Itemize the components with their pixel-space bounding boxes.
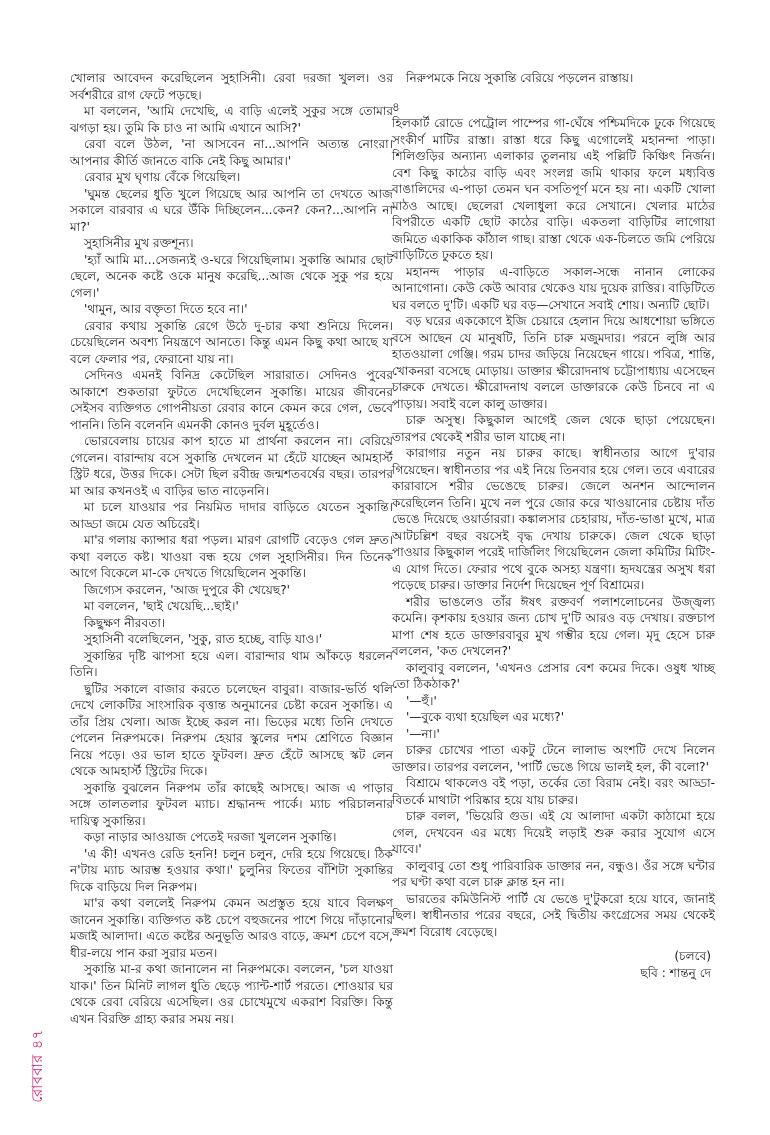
section-number: ৪ bbox=[392, 99, 400, 114]
paragraph: কালুবাবু তো শুধু পারিবারিক ডাক্তার নন, বন্ধুও। ওঁর সঙ্গে ঘন্টার পর ঘণ্টা কথা বলে চারু ক্লান্ত হন না। bbox=[392, 858, 715, 889]
paragraph: খোলার আবেদন করেছিলেন সুহাসিনী। রেবা দরজা খুলল। ওর সর্বশরীরে রাগ ফেটে পড়ছে। bbox=[70, 71, 393, 102]
paragraph: মহানন্দ পাড়ার এ-বাড়িতে সকাল-সন্ধে নানান লোকের আনাগোনা। কেউ কেউ আবার থেকেও যায় দুয়েক রাত্তির। বাড়িটিতে ঘর বলতে দু'টি। একটি ঘর বড়—সেখানে সবাই শোয়। অন্যটি ছোট। bbox=[392, 264, 715, 312]
paragraph: 'হ্যাঁ আমি মা...সেজন্যই ও-ঘরে গিয়েছিলাম। সুকান্তি আমার ছোট ছেলে, অনেক কষ্টে ওকে মানুষ করেছি...আজ থেকে সুকু পর হয়ে গেল।' bbox=[70, 252, 393, 300]
paragraph: চারুর চোখের পাতা একটু টেনে লালাভ অংশটি দেখে নিলেন ডাক্তার। তারপর বললেন, 'পার্টি ভেঙে গিয়ে ভালই হল, কী বলো?' bbox=[392, 743, 715, 774]
paragraph: 'ঘুমন্ত ছেলের ধুতি খুলে গিয়েছে আর আপনি তা দেখতে আজ সকালে বারবার এ ঘরে উঁকি দিচ্ছিলেন...কেন? কেন?...আপনি না মা?' bbox=[70, 186, 393, 234]
paragraph: 'এ কী! এখনও রেডি হননি! চলুন চলুন, দেরি হয়ে গিয়েছে। ঠিক ন'টায় ম্যাচ আরম্ভ হওয়ার কথা।' চুলুনির ফিতের বাঁশিটা সুকান্তির দিকে বাড়িয়ে দিল নিরুপম। bbox=[70, 846, 393, 894]
paragraph: রেবার মুখ ঘৃণায় বেঁকে গিয়েছিল। bbox=[84, 170, 241, 184]
paragraph: কারাগার নতুন নয় চারুর কাছে। স্বাধীনতার আগে দু'বার গিয়েছেন। স্বাধীনতার পর এই নিয়ে তিনবার হয়ে গেল। তবে এবারের কারাবাসে শরীর ভেঙেছে চারুর। জেলে অনশন আন্দোলন করেছিলেন তিনি। মুখে নল পুরে জোর করে খাওয়ানোর চেষ্টায় দাঁত ভেঙে দিয়েছে ওয়ার্ডাররা। কঙ্কালসার চেহারায়, দাঁত-ভাঙা মুখে, মাত্র আটচল্লিশ বছর বয়সেই বৃদ্ধ দেখায় চারুকে। জেল থেকে ছাড়া পাওয়ার কিছুকাল পরেই দার্জিলিং গিয়েছিলেন জেলা কমিটির মিটিং-এ যোগ দিতে। ফেরার পথে বুকে অসহ্য যন্ত্রণা। হৃদযন্ত্রের অসুখ ধরা পড়েছে চারুর। ডাক্তার নির্দেশ দিয়েছেন পূর্ণ বিশ্রামের। bbox=[392, 446, 715, 592]
paragraph: জিগ্যেস করলেন, 'আজ দুপুরে কী খেয়েছ?' bbox=[84, 582, 290, 597]
paragraph: শরীর ভাঙলেও তাঁর ঈষৎ রক্তবর্ণ পলাশলোচনের উজ্জ্বল্য কমেনি। কৃশকায় হওয়ার জন্য চোখ দু'টি আরও বড় দেখায়। রক্তচাপ মাপা শেষ হতে ডাক্তারবাবুর মুখ গম্ভীর হয়ে গেল। মৃদু হেসে চারু বললেন, 'কত দেখলেন?' bbox=[392, 594, 715, 658]
paragraph: 'থামুন, আর বক্তৃতা দিতে হবে না।' bbox=[84, 302, 248, 316]
paragraph: সুকান্তির দৃষ্টি ঝাপসা হয়ে এল। বারান্দার থাম আঁকড়ে ধরলেন তিনি। bbox=[70, 648, 393, 679]
paragraph: মা'র গলায় ক্যান্সার ধরা পড়ল। মারণ রোগটি বেড়েও গেল দ্রুত। কথা বলতে কষ্ট। খাওয়া বন্ধ হয়ে গেল সুহাসিনীর। দিন তিনেক আগে বিকেলে মা-কে দেখতে গিয়েছিলেন সুকান্তি। bbox=[70, 533, 393, 580]
paragraph: চারু বলল, 'ভিয়েরি গুড। এই যে আলাদা একটা কাঠামো হয়ে গেল, দেখবেন এর মধ্যে দিয়েই লড়াই শুরু করার সুযোগ এসে যাবে।' bbox=[392, 809, 715, 856]
paragraph: কালুবাবু বললেন, 'এখনও প্রেসার বেশ কমের দিকে। ওষুধ খাচ্ছ তো ঠিকঠাক?' bbox=[392, 660, 715, 691]
paragraph: ছুটির সকালে বাজার করতে চলেছেন বাবুরা। বাজার-ভর্তি থলি দেখে লোকটির সাংসারিক বৃত্তান্ত অনুমানের চেষ্টা করেন সুকান্তি। এ তাঁর প্রিয় খেলা। আজ ইচ্ছে করল না। ভিড়ের মধ্যে তিনি দেখতে পেলেন নিরুপমকে। নিরুপম হেয়ার স্কুলের দশম শ্রেণিতে বিজ্ঞান নিয়ে পড়ে। ওর ভাল হাতে ফুটবল। দ্রুত হেঁটে আসছে স্কট লেন থেকে আমহার্স্ট স্ট্রিটের দিকে। bbox=[70, 681, 393, 778]
paragraph: রেবার কথায় সুকান্তি রেগে উঠে দু-চার কথা শুনিয়ে দিলেন। চেয়েছিলেন অবশ্য নিয়ন্ত্রণে আনতে। কিন্তু এমন কিছু কথা আছে যা বলে ফেলার পর, ফেরানো যায় না। bbox=[70, 318, 393, 366]
paragraph: '—হুঁ।' bbox=[406, 693, 437, 708]
paragraph: মা বললেন, 'ছাই খেয়েছি...ছাই।' bbox=[84, 599, 239, 613]
page-number-label bbox=[29, 1020, 49, 1112]
paragraph: সুহাসিনীর মুখ রক্তশূন্য। bbox=[84, 236, 194, 250]
right-column bbox=[392, 70, 715, 981]
paragraph: বড় ঘরের এককোণে ইজি চেয়ারে হেলান দিয়ে আধশোয়া ভঙ্গিতে বসে আছেন যে মানুষটি, তিনি চারু মজুমদার। পরনে লুঙ্গি আর হাতওয়ালা গেঞ্জি। গরম চাদর জড়িয়ে নিয়েছেন গায়ে। পবিত্র, শান্তি, খোকনরা বসেছে মোড়ায়। ডাক্তার ক্ষীরোদনাথ চট্টোপাধ্যায় এসেছেন চারুকে দেখতে। ক্ষীরোদনাথ বললে ডাক্তারকে কেউ চিনবে না এ পাড়ায়। সবাই বলে কালু ডাক্তার। bbox=[392, 314, 715, 411]
paragraph: কড়া নাড়ার আওয়াজ পেতেই দরজা খুললেন সুকান্তি। bbox=[84, 830, 337, 844]
paragraph: রেবা বলে উঠল, 'না আসবেন না...আপনি অত্যন্ত নোংরা। আপনার কীর্তি জানতে বাকি নেই কিছু আমার।' bbox=[70, 137, 393, 168]
paragraph: ভারতের কমিউনিস্ট পার্টি যে ভেঙে দু'টুকরো হয়ে যাবে, জানাই ছিল। স্বাধীনতার পরের বছরে, সেই দ্বিতীয় কংগ্রেসের সময় থেকেই ক্রমশ বিরোধ বেড়েছে। bbox=[392, 891, 715, 939]
continued-note: (চলবে) bbox=[674, 949, 711, 963]
left-column bbox=[70, 70, 393, 1027]
paragraph: কিছুক্ষণ নীরবতা। bbox=[84, 615, 166, 630]
image-credit: ছবি : শান্তনু দে bbox=[640, 965, 711, 980]
paragraph: চারু অসুস্থ। কিছুকাল আগেই জেল থেকে ছাড়া পেয়েছেন। তারপর থেকেই শরীর ভাল যাচ্ছে না। bbox=[392, 413, 715, 444]
paragraph: মা চলে যাওয়ার পর নিয়মিত দাদার বাড়িতে যেতেন সুকান্তি। আড্ডা জমে যেত অচিরেই। bbox=[70, 500, 393, 531]
paragraph: ভোরবেলায় চায়ের কাপ হাতে মা প্রার্থনা করলেন না। বেরিয়ে গেলেন। বারান্দায় বসে সুকান্তি দেখলেন মা হেঁটে যাচ্ছেন আমহার্স্ট স্ট্রিট ধরে, উত্তর দিকে। সেটা ছিল রবীন্দ্র জন্মশতবর্ষের বছর। তারপর মা আর কখনওই এ বাড়ির ভাত নাড়েননি। bbox=[70, 434, 393, 498]
paragraph: সুকান্তি বুঝলেন নিরুপম তাঁর কাছেই আসছে। আজ এ পাড়ার সঙ্গে তালতলার ফুটবল ম্যাচ। শ্রদ্ধানন্দ পার্কে। ম্যাচ পরিচালনার দায়িত্ব সুকান্তির। bbox=[70, 780, 393, 828]
paragraph: মা বললেন, 'আমি দেখেছি, এ বাড়ি এলেই সুকুর সঙ্গে তোমার ঝগড়া হয়। তুমি কি চাও না আমি এখানে আসি?' bbox=[70, 104, 393, 135]
paragraph: বিশ্রামে থাকলেও বই পড়া, তর্কের তো বিরাম নেই। বরং আড্ডা-বিতর্কে মাথাটা পরিষ্কার হয়ে যায় চারুর। bbox=[392, 776, 715, 807]
article-footer bbox=[392, 948, 715, 981]
magazine-page-label: রোববার ৪৭ bbox=[30, 1029, 46, 1103]
paragraph: হিলকার্ট রোডে পেট্রোল পাম্পের গা-ঘেঁষে পশ্চিমদিকে ঢুকে গিয়েছে সংকীর্ণ মাটির রাস্তা। রাস্তা ধরে কিছু এগোলেই মহানন্দা পাড়া। শিলিগুড়ির অন্যান্য এলাকার তুলনায় এই পল্লিটি কিঞ্চিৎ নির্জন। বেশ কিছু কাঠের বাড়ি এবং সংলগ্ন জমি থাকার ফলে মধ্যবিত্ত বাঙালিদের এ-পাড়া তেমন ঘন বসতিপূর্ণ মনে হয় না। একটি খোলা মাঠও আছে। ছেলেরা খেলাধুলা করে সেখানে। খেলার মাঠের বিপরীতে একটি ছোট কাঠের বাড়ি। একতলা বাড়িটির লাগোয়া জমিতে একাকিক কাঁঠাল গাছ। রাস্তা থেকে এক-চিলতে জমি পেরিয়ে বাড়িটিতে ঢুকতে হয়। bbox=[392, 116, 715, 262]
paragraph: সুকান্তি মা-র কথা জানালেন না নিরুপমকে। বললেন, 'চল যাওয়া যাক।' তিন মিনিট লাগল ধুতি ছেড়ে প্যান্ট-শার্ট পরতে। শোওয়ার ঘর থেকে রেবা বেরিয়ে এসেছিল। ওর চোখেমুখে একরাশ বিরক্তি। কিন্তু এখন বিরক্তি গ্রাহ্য করার সময় নয়। bbox=[70, 962, 393, 1026]
paragraph: সুহাসিনী বলেছিলেন, 'সুকু, রাত হচ্ছে, বাড়ি যাও।' bbox=[84, 632, 323, 646]
paragraph: সেদিনও এমনই বিনিদ্র কেটেছিল সারারাত। সেদিনও পুবের আকাশে শুকতারা ফুটতে দেখেছিলেন সুকান্তি। মায়ের জীবনের সেইসব ব্যক্তিগত গোপনীয়তা রেবার কানে কেমন করে গেল, ভেবে পাননি। তিনি বলেননি এমনকী কোনও দুর্বল মুহূর্তেও। bbox=[70, 368, 393, 432]
paragraph: '—না।' bbox=[406, 726, 440, 741]
paragraph: '—বুকে ব্যথা হয়েছিল এর মধ্যে?' bbox=[406, 710, 565, 724]
paragraph: নিরুপমকে নিয়ে সুকান্তি বেরিয়ে পড়লেন রাস্তায়। bbox=[406, 71, 634, 85]
paragraph: মা'র কথা বললেই নিরুপম কেমন অপ্রস্তুত হয়ে যাবে বিলক্ষণ জানেন সুকান্তি। ব্যক্তিগত কষ্ট চেপে বহুজনের পাশে গিয়ে দাঁড়ানোর মজাই আলাদা। এতে কষ্টের অনুভূতি আরও বাড়ে, ক্রমশ চেপে বসে, ধীর-লয়ে পান করা সুরার মতন। bbox=[70, 896, 393, 960]
